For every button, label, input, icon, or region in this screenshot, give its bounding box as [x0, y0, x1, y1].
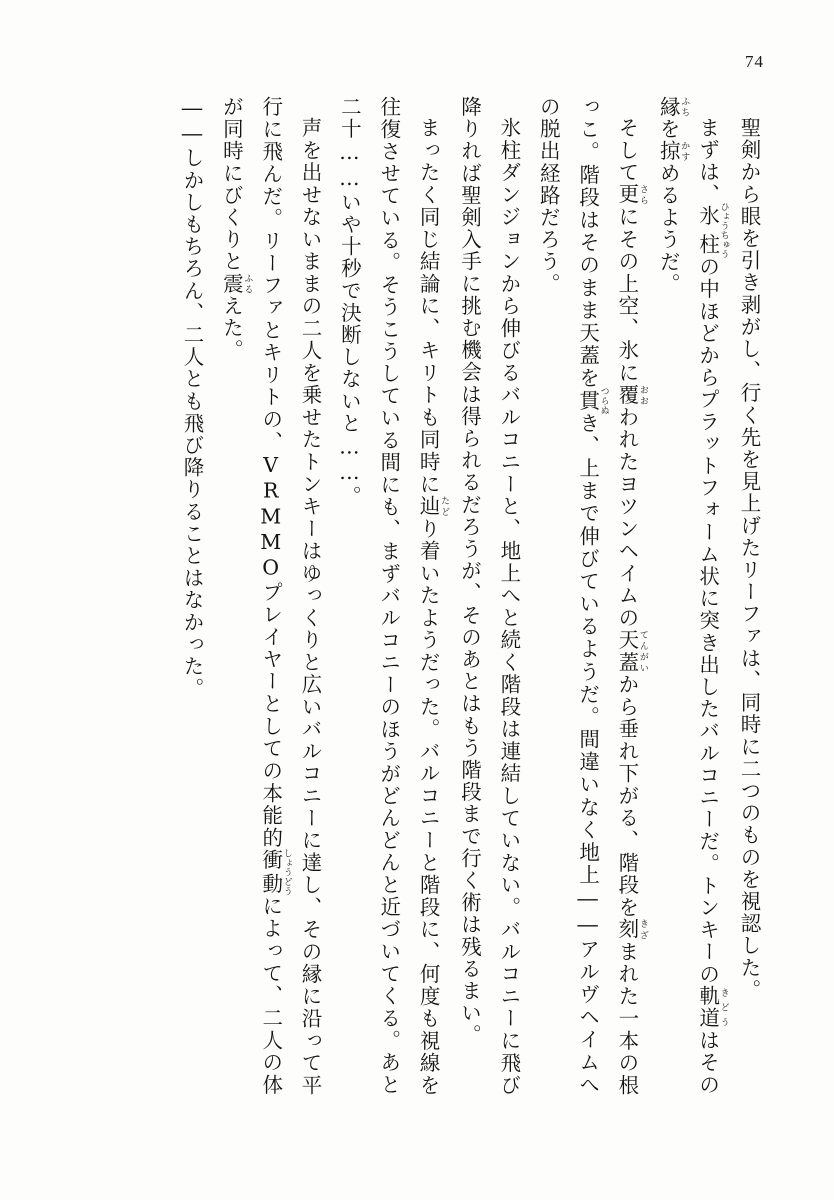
- ruby-kasume2: 掠 かす: [656, 140, 690, 163]
- paragraph-4: 氷柱ダンジョンから伸びるバルコニーと、地上へと続く階段は連結していない。バルコニーに飛び降りれば聖剣入手に挑む機会は得られるだろうが、そのあとはもう階段まで行く術は残るまい。: [457, 96, 521, 1096]
- paragraph-6: 声を出せないままの二人を乗せたトンキーはゆっくりと広いバルコニーに達し、その縁に沿って平行に飛んだ。リーファとキリトの、VRMMOプレイヤーとしての本能的衝動 しょうどうによって、二人の体が同時にびくりと震 ふるえた。: [219, 96, 323, 1096]
- paragraph-3: そして更 さらにその上空、氷に覆 おおわれたヨツンヘイムの天蓋 てんがいから垂れ下がる、階段を刻 きざまれた一本の根っこ。階段はそのまま天蓋を貫 つらぬき、上まで伸びているようだ。間違いなく地上――アルヴヘイムへの脱出経路だろう。: [536, 96, 648, 1096]
- paragraph-2: まずは、氷柱 ひょうちゅうの中ほどからプラットフォーム状に突き出したバルコニーだ。トンキーの軌道 きどうはその縁 ふちを掠 かすめるようだ。: [656, 96, 729, 1096]
- ruby-kidou: 軌道 きどう: [695, 984, 729, 1030]
- ruby-tengai: 天蓋 てんがい: [614, 628, 648, 674]
- ruby-kasume: 縁 ふち: [656, 96, 690, 119]
- ruby-kiza: 刻 きざ: [614, 918, 648, 941]
- ruby-oo: 覆 おお: [614, 383, 648, 406]
- ruby-shoudou: 衝動 しょうどう: [258, 848, 292, 896]
- paragraph-7: ――しかしもちろん、二人とも飛び降りることはなかった。: [179, 96, 204, 700]
- paragraph-5: まったく同じ結論に、キリトも同時に辿 たどり着いたようだった。バルコニーと階段に、何度も視線を往復させている。そうこうしている間にも、まずバルコニーのほうがどんどんと近づいてくる。あと二十……いや十秒で決断しないと……。: [337, 96, 450, 1096]
- ruby-tsuranu: 貫 つらぬ: [575, 386, 609, 415]
- paragraph-1: 聖剣から眼を引き剥がし、行く先を見上げたリーファは、同時に二つのものを視認した。: [737, 116, 761, 1001]
- page-number: 74: [745, 52, 764, 71]
- ruby-furu: 震 ふる: [219, 272, 253, 295]
- ruby-hyouchuu: 氷柱 ひょうちゅう: [695, 201, 729, 259]
- ruby-sara: 更 さら: [614, 183, 648, 206]
- ruby-tado: 辿 たど: [416, 495, 450, 518]
- vertical-text-body: [68, 96, 768, 1096]
